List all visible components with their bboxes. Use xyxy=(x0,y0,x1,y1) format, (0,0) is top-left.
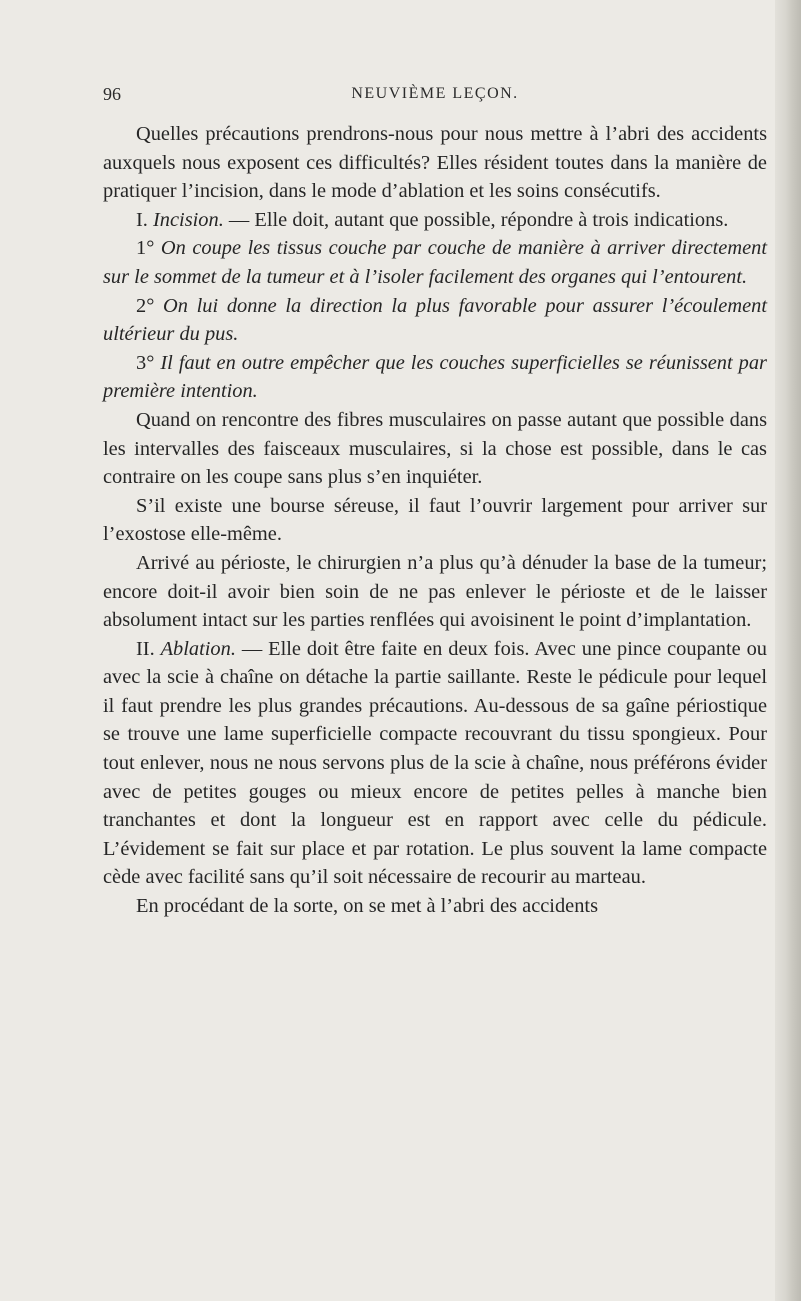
paragraph-precautions: Quelles précautions prendrons-nous pour nous mettre à l’abri des accidents auxquels nous exposent ces difficultés? Elles résident toutes dans la manière de pratiquer l’incision, dans le mode d’ablation et les soins consécutifs. xyxy=(103,123,767,203)
section-title-incision: Incision. xyxy=(153,208,224,231)
paragraph-indication-1: 1° On coupe les tissus couche par couche de manière à arriver directement sur le sommet de la tumeur et à l’isoler facilement des organes qui l’entourent. xyxy=(103,237,767,288)
paragraph-periosteum: Arrivé au périoste, le chirurgien n’a plus qu’à dénuder la base de la tumeur; encore doit-il avoir bien soin de ne pas enlever le périoste et de le laisser absolument intact sur les parties renflées qui avoisinent le point d’implantation. xyxy=(103,551,767,632)
page-edge-shadow xyxy=(775,0,801,1301)
paragraph-indication-3: 3° Il faut en outre empêcher que les couches superficielles se réunissent par première intention. xyxy=(103,351,767,403)
paragraph-incision: I. Incision. — Elle doit, autant que possible, répondre à trois indications. xyxy=(136,208,729,231)
page-header xyxy=(103,84,767,108)
paragraph-ablation: II. Ablation. — Elle doit être faite en deux fois. Avec une pince coupante ou avec la scie à chaîne on détache la partie saillante. Reste le pédicule pour lequel il faut prendre les plus grandes précautions. Au-dessous de sa gaîne périostique se trouve une lame superficielle compacte recouvrant du tissu spongieux. Pour tout enlever, nous ne nous servons plus de la scie à chaîne, nous préférons évider avec de petites gouges ou mieux encore de petites pelles à manche bien tranchantes et dont la longueur est en rapport avec celle du pédicule. L’évidement se fait sur place et par rotation. Le plus souvent la lame compacte cède avec facilité sans qu’il soit nécessaire de recourir au marteau. xyxy=(103,637,767,889)
paragraph-bursa: S’il existe une bourse séreuse, il faut l’ouvrir largement pour arriver sur l’exostose elle-même. xyxy=(103,494,767,546)
paragraph-muscle-fibres: Quand on rencontre des fibres musculaires on passe autant que possible dans les intervalles des faisceaux musculaires, si la chose est possible, dans le cas contraire on les coupe sans plus s’en inquiéter. xyxy=(103,408,767,489)
section-title-ablation: Ablation. xyxy=(160,637,236,660)
paragraph-indication-2: 2° On lui donne la direction la plus favorable pour assurer l’écoulement ultérieur du pus. xyxy=(103,294,767,346)
paragraph-conclusion: En procédant de la sorte, on se met à l’abri des accidents xyxy=(136,895,599,918)
page-number: 96 xyxy=(103,84,121,104)
running-head: NEUVIÈME LEÇON. xyxy=(351,85,519,102)
body-text xyxy=(103,120,767,921)
